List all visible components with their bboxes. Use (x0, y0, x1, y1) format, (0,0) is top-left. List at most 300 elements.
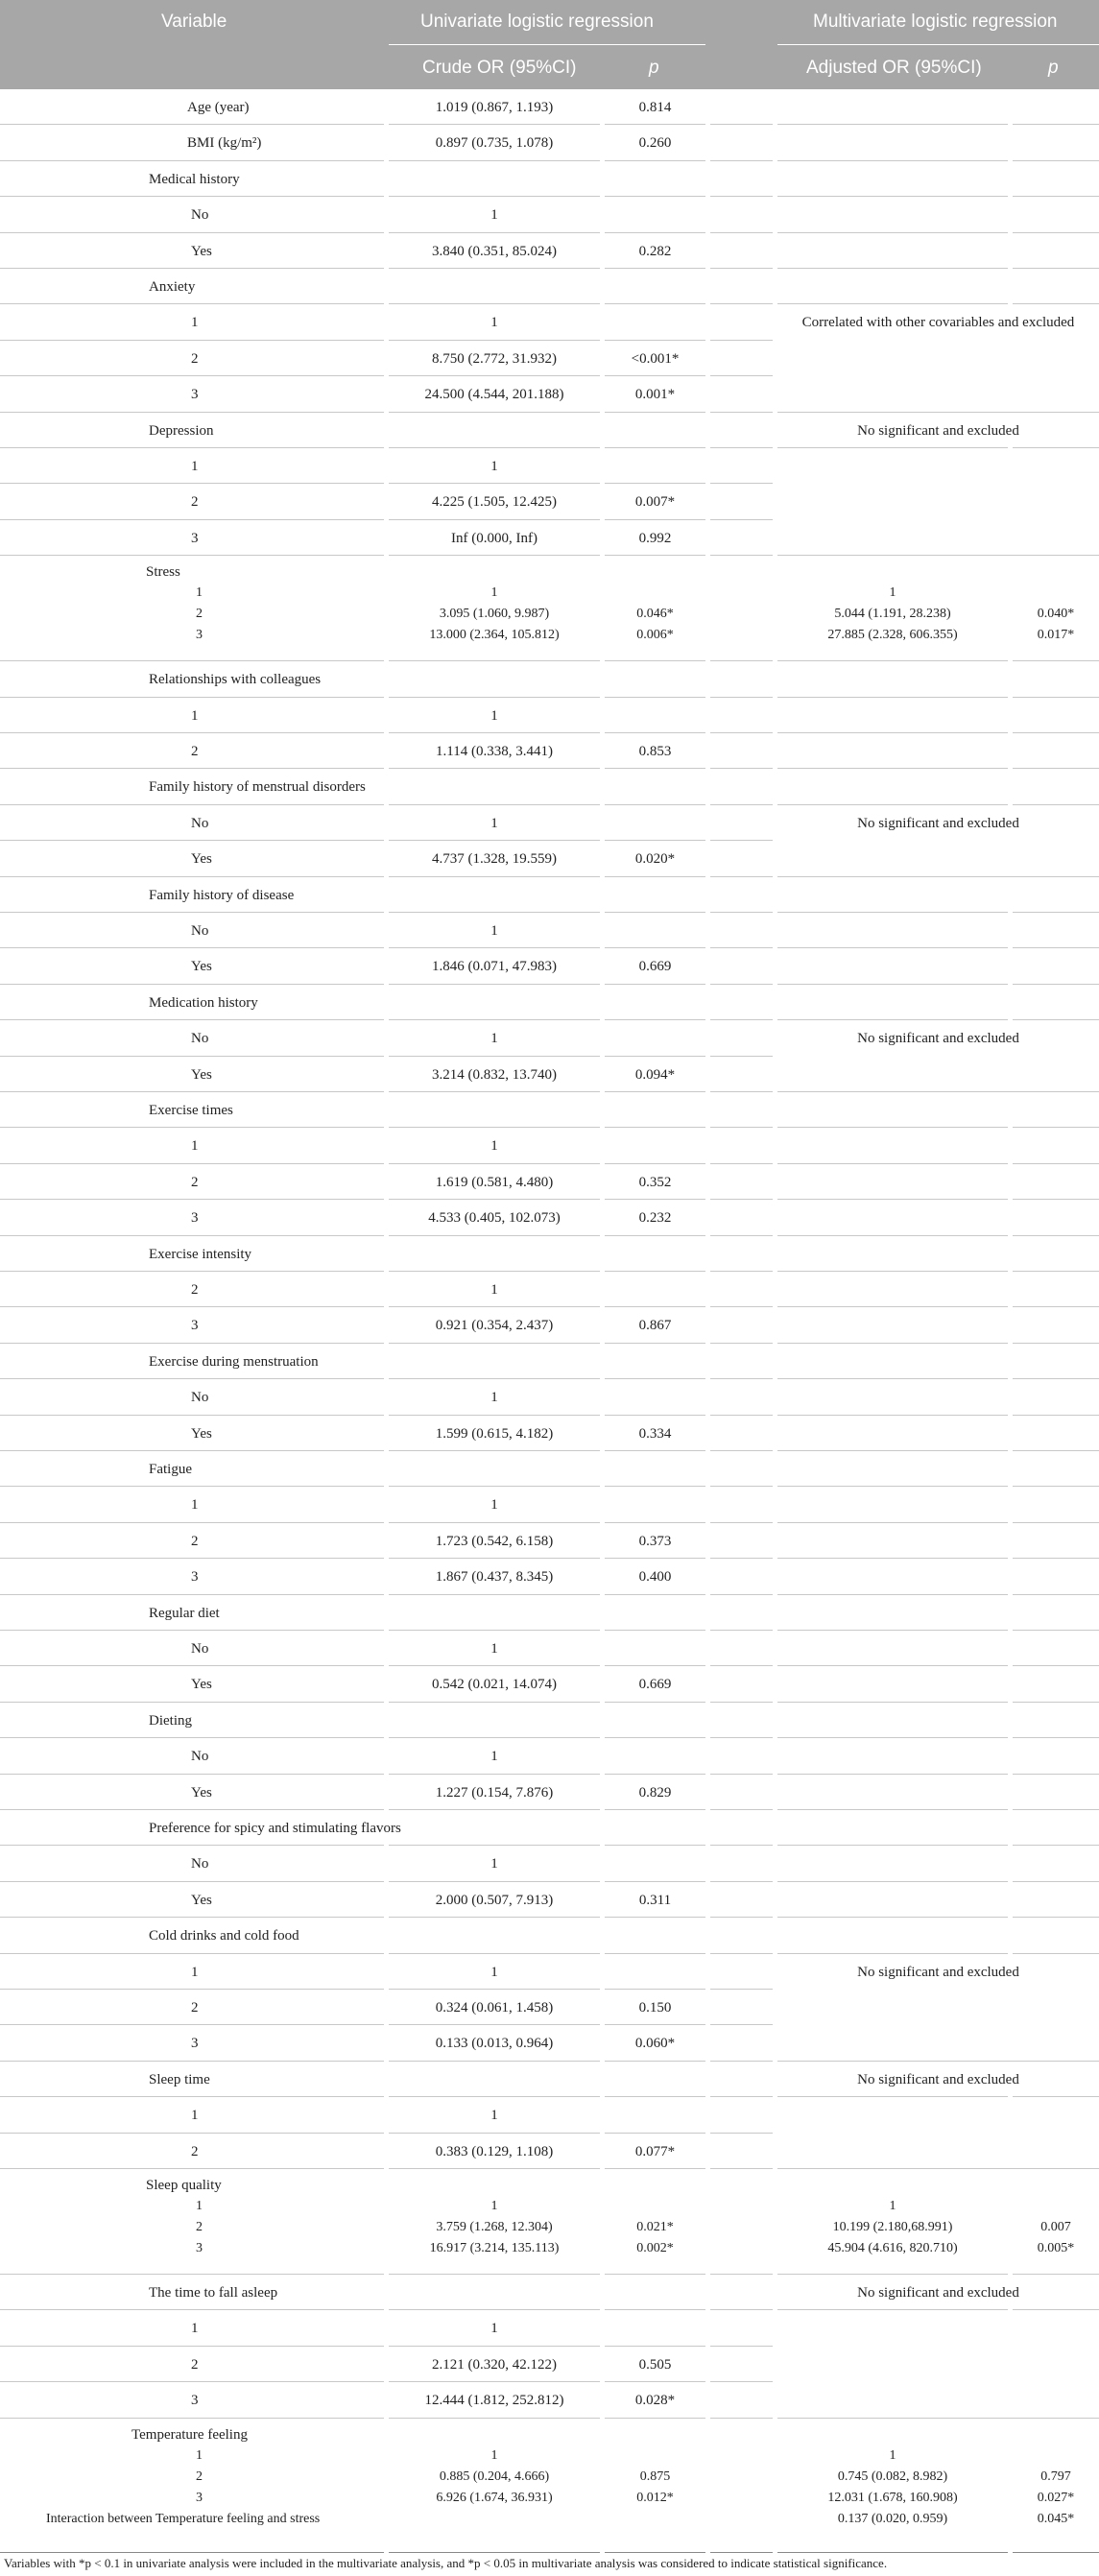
table-cell (777, 1631, 1008, 1666)
p-value: 0.150 (638, 2000, 672, 2015)
table-cell (605, 1846, 705, 1881)
table-cell (710, 1416, 773, 1451)
p-value: 0.853 (638, 744, 672, 759)
table-row (0, 1738, 1099, 1774)
table-cell (389, 1810, 600, 1846)
adjusted-or-value: 12.031 (1.678, 160.908) (827, 2490, 958, 2505)
excluded-note: Correlated with other covariables and excluded (801, 315, 1075, 331)
row-group-label: Family history of disease (149, 887, 295, 903)
crude-or-value: 1 (490, 923, 498, 939)
table-cell (1013, 1666, 1099, 1702)
table-header (0, 0, 1099, 89)
table-cell (1013, 985, 1099, 1020)
table-cell (710, 1272, 773, 1307)
table-cell (710, 2134, 773, 2169)
p-value: 0.311 (638, 1892, 672, 1908)
row-label: Yes (191, 1677, 212, 1693)
table-cell (1013, 1092, 1099, 1128)
table-cell (710, 2419, 773, 2553)
adjusted-or-value: 45.904 (4.616, 820.710) (827, 2241, 958, 2255)
row-label: 1 (196, 2447, 203, 2463)
table-cell (710, 805, 773, 841)
table-cell (777, 877, 1008, 913)
table-cell (710, 341, 773, 376)
crude-or-value: 0.542 (0.021, 14.074) (432, 1677, 557, 1693)
adjusted-or-value: 0.745 (0.082, 8.982) (837, 2469, 948, 2484)
table-cell (1013, 913, 1099, 948)
row-label: Interaction between Temperature feeling and stress (46, 2511, 321, 2526)
table-row (0, 233, 1099, 269)
header-univariate: Univariate logistic regression (420, 12, 654, 32)
crude-or-value: 0.324 (0.061, 1.458) (435, 2000, 554, 2015)
table-cell (389, 161, 600, 197)
table-row (0, 877, 1099, 913)
table-cell (1013, 1451, 1099, 1487)
crude-or-value: 1 (490, 2447, 498, 2463)
table-row (0, 733, 1099, 769)
p-value: 0.007* (634, 494, 676, 511)
table-cell (710, 125, 773, 160)
table-cell (710, 197, 773, 232)
row-label: Yes (191, 851, 212, 868)
table-cell (1013, 1128, 1099, 1163)
table-cell (777, 1666, 1008, 1702)
table-cell (710, 769, 773, 804)
p-value: 0.867 (638, 1318, 672, 1334)
table-cell (389, 1236, 600, 1272)
table-cell (605, 269, 705, 304)
p-value: 0.260 (638, 135, 672, 152)
p-value: 0.020* (634, 851, 676, 868)
table-cell (1013, 269, 1099, 304)
table-cell (389, 769, 600, 804)
table-cell (1013, 698, 1099, 733)
table-cell (1013, 161, 1099, 197)
table-cell (777, 233, 1008, 269)
table-row (0, 161, 1099, 197)
crude-or-value: 3.759 (1.268, 12.304) (436, 2220, 553, 2234)
table-cell (777, 1738, 1008, 1774)
row-label: 2 (191, 2356, 199, 2373)
row-label: 2 (191, 1282, 199, 1298)
table-cell (389, 269, 600, 304)
crude-or-value: 0.383 (0.129, 1.108) (435, 2143, 554, 2159)
table-cell (710, 448, 773, 484)
table-row (0, 913, 1099, 948)
table-cell (1013, 1344, 1099, 1379)
crude-or-value: 1 (490, 1031, 498, 1047)
row-label: 2 (191, 744, 199, 759)
p-value: 0.006* (636, 628, 674, 643)
table-cell (1013, 89, 1099, 125)
table-cell (1013, 1810, 1099, 1846)
p-value: 0.046* (636, 607, 674, 622)
table-cell (777, 197, 1008, 232)
header-multivariate: Multivariate logistic regression (813, 12, 1058, 32)
row-group-label: Exercise times (149, 1103, 233, 1118)
table-cell (1013, 948, 1099, 984)
table-row (0, 1416, 1099, 1451)
table-cell (710, 1487, 773, 1522)
row-label: 2 (191, 2143, 199, 2159)
crude-or-value: 1 (490, 1138, 498, 1155)
table-cell (710, 1200, 773, 1235)
crude-or-value: 4.225 (1.505, 12.425) (432, 494, 557, 511)
header-variable: Variable (161, 12, 227, 32)
crude-or-value: 1.114 (0.338, 3.441) (436, 744, 553, 759)
table-cell (710, 2169, 773, 2275)
table-cell (1013, 197, 1099, 232)
crude-or-value: 1 (490, 459, 498, 474)
crude-or-value: 1 (490, 1282, 498, 1298)
table-cell (710, 1559, 773, 1594)
table-cell (710, 1379, 773, 1415)
table-cell (777, 125, 1008, 160)
excluded-note: No significant and excluded (857, 1964, 1019, 1980)
table-cell (777, 1236, 1008, 1272)
p-value: 0.992 (638, 530, 672, 546)
table-row (0, 698, 1099, 733)
table-cell (605, 1128, 705, 1163)
row-group-label: Fatigue (149, 1462, 192, 1477)
stress-block (0, 556, 1099, 661)
table-cell (1013, 1200, 1099, 1235)
row-label: No (191, 815, 209, 831)
table-cell (605, 877, 705, 913)
table-cell (0, 556, 384, 661)
p-value: 0.352 (638, 1174, 672, 1190)
crude-or-value: 1.723 (0.542, 6.158) (435, 1533, 554, 1549)
table-cell (777, 1775, 1008, 1810)
table-cell (1013, 125, 1099, 160)
table-cell (710, 89, 773, 125)
adjusted-or-value: 1 (889, 2199, 896, 2213)
table-cell (389, 1703, 600, 1738)
table-row (0, 1666, 1099, 1702)
crude-or-value: Inf (0.000, Inf) (451, 530, 538, 546)
table-cell (777, 661, 1008, 697)
table-cell (710, 161, 773, 197)
crude-or-value: 24.500 (4.544, 201.188) (424, 387, 564, 403)
crude-or-value: 1 (490, 1390, 498, 1406)
table-cell (1013, 1379, 1099, 1415)
table-cell (710, 698, 773, 733)
row-label: Yes (191, 1066, 212, 1083)
table-cell (605, 448, 705, 484)
table-cell (605, 1451, 705, 1487)
table-cell (605, 304, 705, 340)
table-cell (1013, 1631, 1099, 1666)
table-cell (777, 269, 1008, 304)
table-cell (777, 769, 1008, 804)
table-cell (777, 698, 1008, 733)
table-cell (605, 1738, 705, 1774)
table-cell (710, 1057, 773, 1092)
row-label: 3 (191, 1318, 199, 1334)
table-cell (0, 1451, 384, 1487)
table-row (0, 1307, 1099, 1343)
table-cell (605, 1344, 705, 1379)
crude-or-value: 1.619 (0.581, 4.480) (435, 1174, 554, 1190)
crude-or-value: 3.214 (0.832, 13.740) (432, 1066, 557, 1083)
table-cell (389, 877, 600, 913)
table-row (0, 1523, 1099, 1559)
table-cell (710, 2382, 773, 2418)
table-cell (777, 985, 1008, 1020)
table-cell (710, 877, 773, 913)
p-value: 0.373 (638, 1533, 672, 1549)
excluded-note: No significant and excluded (857, 815, 1019, 831)
header-crude-or: Crude OR (95%CI) (422, 58, 577, 78)
table-row (0, 197, 1099, 232)
table-cell (605, 1703, 705, 1738)
table-cell (389, 985, 600, 1020)
adjusted-or-value: 27.885 (2.328, 606.355) (827, 628, 958, 643)
p-value: 0.028* (634, 2393, 676, 2409)
header-p-multivariate: p (1048, 58, 1059, 78)
table-cell (0, 1703, 384, 1738)
table-cell (1013, 1236, 1099, 1272)
table-cell (777, 1918, 1008, 1953)
p-value: 0.669 (638, 959, 672, 975)
table-cell (710, 1882, 773, 1918)
table-row (0, 1559, 1099, 1594)
table-row (0, 1272, 1099, 1307)
table-cell (710, 1631, 773, 1666)
row-label: 2 (196, 607, 203, 622)
table-cell (710, 556, 773, 661)
row-label: Yes (191, 243, 212, 259)
multivariate-excluded-block (777, 805, 1099, 877)
table-row (0, 125, 1099, 160)
table-row (0, 1344, 1099, 1379)
adjusted-p-value: 0.045* (1037, 2511, 1075, 2526)
p-value: 0.094* (634, 1066, 676, 1083)
table-cell (389, 1092, 600, 1128)
row-label: 1 (191, 459, 199, 474)
table-cell (605, 2062, 705, 2097)
table-cell (605, 1918, 705, 1953)
table-row (0, 1451, 1099, 1487)
row-group-label: Exercise intensity (149, 1246, 252, 1262)
crude-or-value: 1 (490, 2108, 498, 2124)
row-group-label: Sleep quality (146, 2178, 222, 2193)
table-row (0, 1595, 1099, 1631)
p-value: 0.021* (636, 2220, 674, 2234)
table-cell (710, 985, 773, 1020)
table-cell (710, 1775, 773, 1810)
table-cell (777, 1810, 1008, 1846)
table-cell (777, 1703, 1008, 1738)
crude-or-value: 1 (490, 1497, 498, 1514)
crude-or-value: 16.917 (3.214, 135.113) (429, 2241, 560, 2255)
table-footnote: Variables with *p < 0.1 in univariate analysis were included in the multivariate analysis, and *p < 0.05 in multivariate analysis was considered to indicate statistical significance. (4, 2556, 888, 2570)
table-cell (710, 1595, 773, 1631)
table-cell (1013, 733, 1099, 769)
table-cell (605, 1236, 705, 1272)
row-label: Yes (191, 1784, 212, 1801)
table-cell (1013, 1559, 1099, 1594)
excluded-note: No significant and excluded (857, 2071, 1019, 2087)
p-value: 0.077* (634, 2143, 676, 2159)
row-label: Age (year) (187, 100, 250, 115)
table-cell (777, 1559, 1008, 1594)
table-cell (1013, 1272, 1099, 1307)
row-label: BMI (kg/m²) (187, 135, 262, 152)
row-label: 1 (191, 1138, 199, 1155)
row-group-label: Medical history (149, 171, 240, 187)
table-cell (710, 2310, 773, 2346)
table-cell (605, 1954, 705, 1990)
crude-or-value: 1.019 (0.867, 1.193) (435, 100, 554, 115)
crude-or-value: 12.444 (1.812, 252.812) (424, 2393, 564, 2409)
crude-or-value: 1.599 (0.615, 4.182) (435, 1425, 554, 1442)
table-cell (710, 413, 773, 448)
row-label: 3 (191, 2036, 199, 2052)
crude-or-value: 3.840 (0.351, 85.024) (432, 243, 557, 259)
table-cell (1013, 233, 1099, 269)
table-cell (1013, 1523, 1099, 1559)
table-cell (710, 376, 773, 412)
table-cell (777, 161, 1008, 197)
table-cell (605, 698, 705, 733)
sleep-quality-block (0, 2169, 1099, 2275)
row-label: 1 (191, 1964, 199, 1980)
row-label: 3 (191, 530, 199, 546)
table-cell (710, 1666, 773, 1702)
table-cell (777, 1092, 1008, 1128)
row-label: 1 (191, 1497, 199, 1514)
table-cell (710, 1236, 773, 1272)
table-cell (710, 2347, 773, 2382)
table-cell (710, 661, 773, 697)
table-cell (710, 1092, 773, 1128)
header-p-univariate: p (649, 58, 659, 78)
table-cell (1013, 1882, 1099, 1918)
table-cell (777, 1416, 1008, 1451)
table-row (0, 1200, 1099, 1235)
adjusted-p-value: 0.005* (1037, 2241, 1075, 2255)
table-cell (1013, 769, 1099, 804)
table-cell (1013, 1487, 1099, 1522)
row-label: 3 (191, 387, 199, 403)
table-row (0, 948, 1099, 984)
table-cell (605, 769, 705, 804)
table-cell (605, 413, 705, 448)
row-group-label: Cold drinks and cold food (149, 1928, 299, 1944)
table-cell (389, 2062, 600, 2097)
table-cell (710, 233, 773, 269)
crude-or-value: 1 (490, 1856, 498, 1872)
table-row (0, 769, 1099, 804)
row-label: 3 (196, 628, 203, 643)
table-cell (777, 1595, 1008, 1631)
adjusted-or-value: 5.044 (1.191, 28.238) (834, 607, 951, 622)
table-cell (710, 1918, 773, 1953)
crude-or-value: 1 (490, 2321, 498, 2337)
table-cell (389, 2275, 600, 2310)
adjusted-or-value: 1 (889, 585, 896, 601)
p-value: 0.334 (638, 1425, 672, 1442)
table-row (0, 661, 1099, 697)
table-row (0, 1631, 1099, 1666)
table-row (0, 1164, 1099, 1200)
table-cell (710, 1990, 773, 2025)
table-cell (1013, 1738, 1099, 1774)
table-cell (605, 2310, 705, 2346)
table-cell (605, 1379, 705, 1415)
row-group-label: Sleep time (149, 2071, 210, 2087)
table-cell (1013, 661, 1099, 697)
table-cell (777, 1523, 1008, 1559)
row-label: 2 (191, 1533, 199, 1549)
table-cell (710, 269, 773, 304)
table-cell (605, 161, 705, 197)
row-group-label: Depression (149, 422, 214, 439)
table-cell (710, 2097, 773, 2133)
multivariate-excluded-block (777, 2062, 1099, 2169)
row-label: 2 (196, 2469, 203, 2484)
excluded-note: No significant and excluded (857, 2285, 1019, 2301)
p-value: 0.669 (638, 1677, 672, 1693)
row-group-label: Temperature feeling (131, 2426, 248, 2443)
table-cell (777, 913, 1008, 948)
p-value: 0.002* (636, 2241, 674, 2255)
crude-or-value: 6.926 (1.674, 36.931) (436, 2490, 553, 2505)
row-group-label: The time to fall asleep (149, 2285, 278, 2301)
row-label: No (191, 923, 209, 939)
table-cell (777, 948, 1008, 984)
table-cell (710, 1703, 773, 1738)
table-cell (710, 1523, 773, 1559)
table-cell (777, 1451, 1008, 1487)
table-cell (1013, 1595, 1099, 1631)
adjusted-p-value: 0.040* (1037, 607, 1075, 622)
table-cell (1013, 1846, 1099, 1881)
table-cell (777, 1487, 1008, 1522)
table-cell (605, 1272, 705, 1307)
adjusted-p-value: 0.007 (1040, 2220, 1071, 2234)
table-cell (389, 1595, 600, 1631)
table-cell (710, 841, 773, 876)
row-label: Yes (191, 959, 212, 975)
crude-or-value: 2.121 (0.320, 42.122) (432, 2356, 557, 2373)
table-cell (605, 1631, 705, 1666)
table-cell (1013, 1416, 1099, 1451)
table-row (0, 1487, 1099, 1522)
p-value: 0.012* (636, 2490, 674, 2505)
table-cell (710, 913, 773, 948)
row-group-label: Family history of menstrual disorders (149, 779, 366, 796)
table-cell (605, 1020, 705, 1056)
table-row (0, 1092, 1099, 1128)
header-adjusted-or: Adjusted OR (95%CI) (806, 58, 982, 78)
table-row (0, 1703, 1099, 1738)
table-cell (1013, 877, 1099, 913)
table-cell (710, 1128, 773, 1163)
row-group-label: Relationships with colleagues (149, 672, 322, 688)
table-cell (710, 1344, 773, 1379)
crude-or-value: 1 (490, 2199, 498, 2213)
table-cell (605, 913, 705, 948)
multivariate-excluded-block (777, 1954, 1099, 2062)
row-label: 1 (196, 2199, 203, 2213)
table-row (0, 985, 1099, 1020)
table-row (0, 1128, 1099, 1163)
crude-or-value: 4.737 (1.328, 19.559) (432, 851, 557, 868)
crude-or-value: 13.000 (2.364, 105.812) (429, 628, 560, 643)
crude-or-value: 8.750 (2.772, 31.932) (432, 350, 557, 367)
